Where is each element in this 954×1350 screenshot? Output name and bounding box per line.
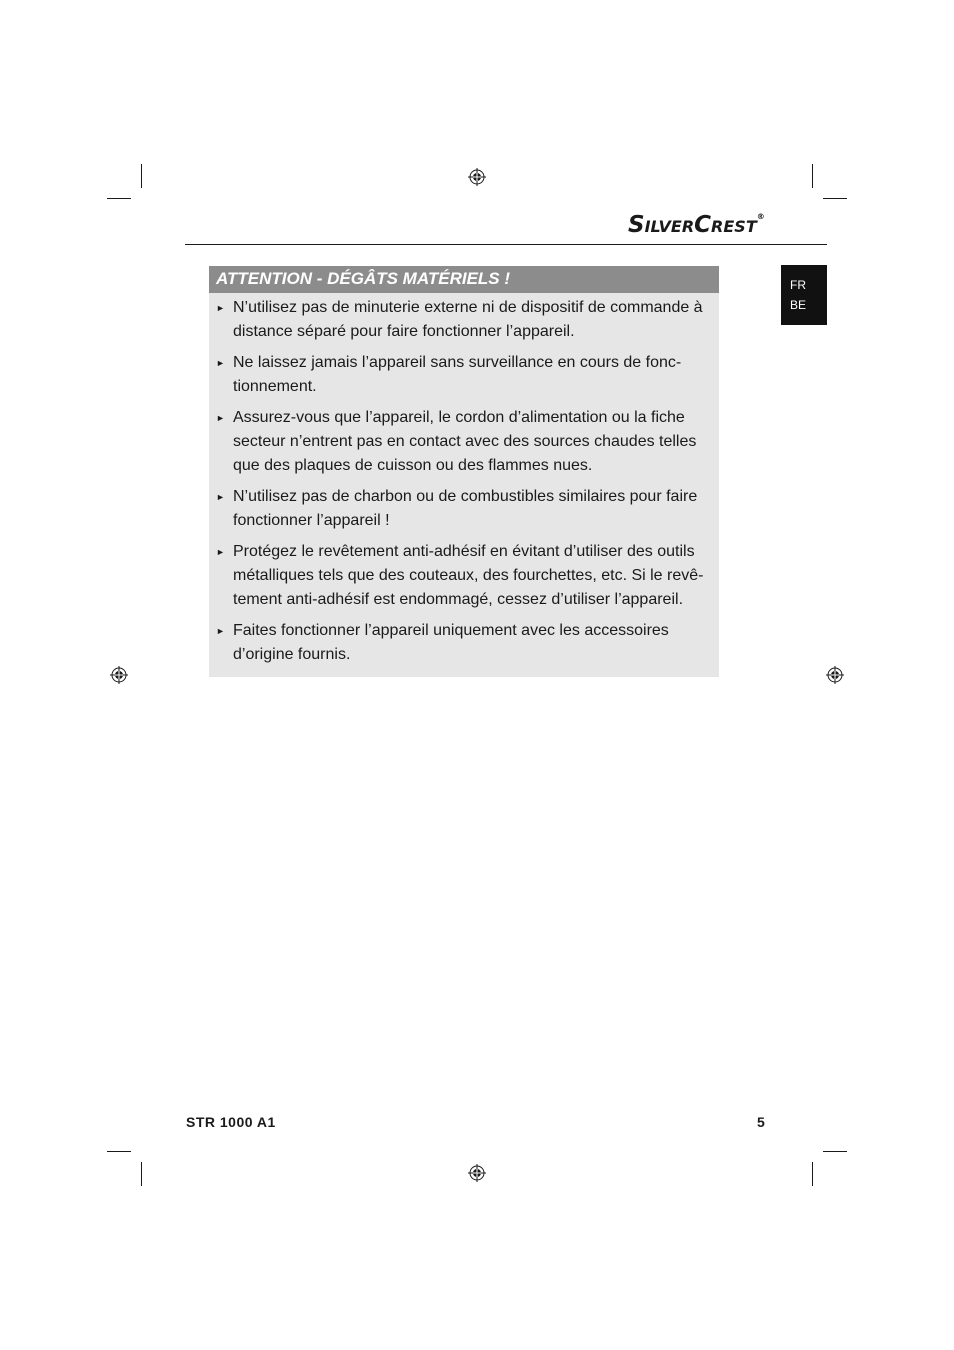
list-item <box>209 351 719 399</box>
language-code-fr: FR <box>790 278 806 292</box>
registration-mark-icon <box>468 168 486 186</box>
bullet-arrow-icon: ► <box>216 626 225 636</box>
list-item-text: Ne laissez jamais l’appareil sans surveillance en cours de fonctionnement. <box>233 354 682 395</box>
registration-mark-icon <box>468 1164 486 1182</box>
crop-mark <box>823 1151 847 1152</box>
crop-mark <box>141 164 142 188</box>
list-item <box>209 540 719 612</box>
brand-letters: ILVER <box>644 217 695 236</box>
list-item <box>209 619 719 667</box>
list-item <box>209 485 719 533</box>
crop-mark <box>823 198 847 199</box>
brand-logo <box>628 212 765 238</box>
list-item <box>209 406 719 478</box>
language-tab <box>781 265 827 325</box>
registered-trademark: ® <box>756 212 765 221</box>
language-code-be: BE <box>790 298 807 312</box>
warning-list <box>209 296 719 674</box>
crop-mark <box>141 1162 142 1186</box>
brand-letter: S <box>628 212 645 238</box>
list-item-text: N’utilisez pas de minuterie externe ni de dispositif de commande à distance séparé pour faire fonctionner l’appareil. <box>233 299 703 340</box>
crop-mark <box>107 1151 131 1152</box>
bullet-arrow-icon: ► <box>216 413 225 423</box>
warning-title: ATTENTION - DÉGÂTS MATÉRIELS ! <box>216 269 511 288</box>
crop-mark <box>812 164 813 188</box>
list-item-text: Protégez le revêtement anti-adhésif en évitant d’utiliser des outils métalliques tels que des couteaux, des fourchettes, etc. Si le revêtement anti-adhésif est endommagé, cessez d’utiliser l’appareil. <box>233 543 704 608</box>
model-number: STR 1000 A1 <box>186 1114 276 1130</box>
bullet-arrow-icon: ► <box>216 303 225 313</box>
list-item-text: N’utilisez pas de charbon ou de combustibles similaires pour faire fonctionner l’appareil ! <box>233 488 698 529</box>
page-number: 5 <box>757 1114 765 1130</box>
bullet-arrow-icon: ► <box>216 492 225 502</box>
crop-mark <box>812 1162 813 1186</box>
list-item-text: Assurez-vous que l’appareil, le cordon d’alimentation ou la fiche secteur n’entrent pas en contact avec des sources chaudes telles que des plaques de cuisson ou des flammes nues. <box>233 409 697 474</box>
crop-mark <box>107 198 131 199</box>
bullet-arrow-icon: ► <box>216 358 225 368</box>
list-item-text: Faites fonctionner l’appareil uniquement avec les accessoires d’origine fournis. <box>233 622 669 663</box>
registration-mark-icon <box>826 666 844 684</box>
bullet-arrow-icon: ► <box>216 547 225 557</box>
brand-letters: REST <box>711 217 757 236</box>
warning-header <box>209 266 719 293</box>
list-item <box>209 296 719 344</box>
header-rule <box>185 244 827 245</box>
brand-letter: C <box>694 212 712 238</box>
warning-box <box>209 266 719 677</box>
registration-mark-icon <box>110 666 128 684</box>
